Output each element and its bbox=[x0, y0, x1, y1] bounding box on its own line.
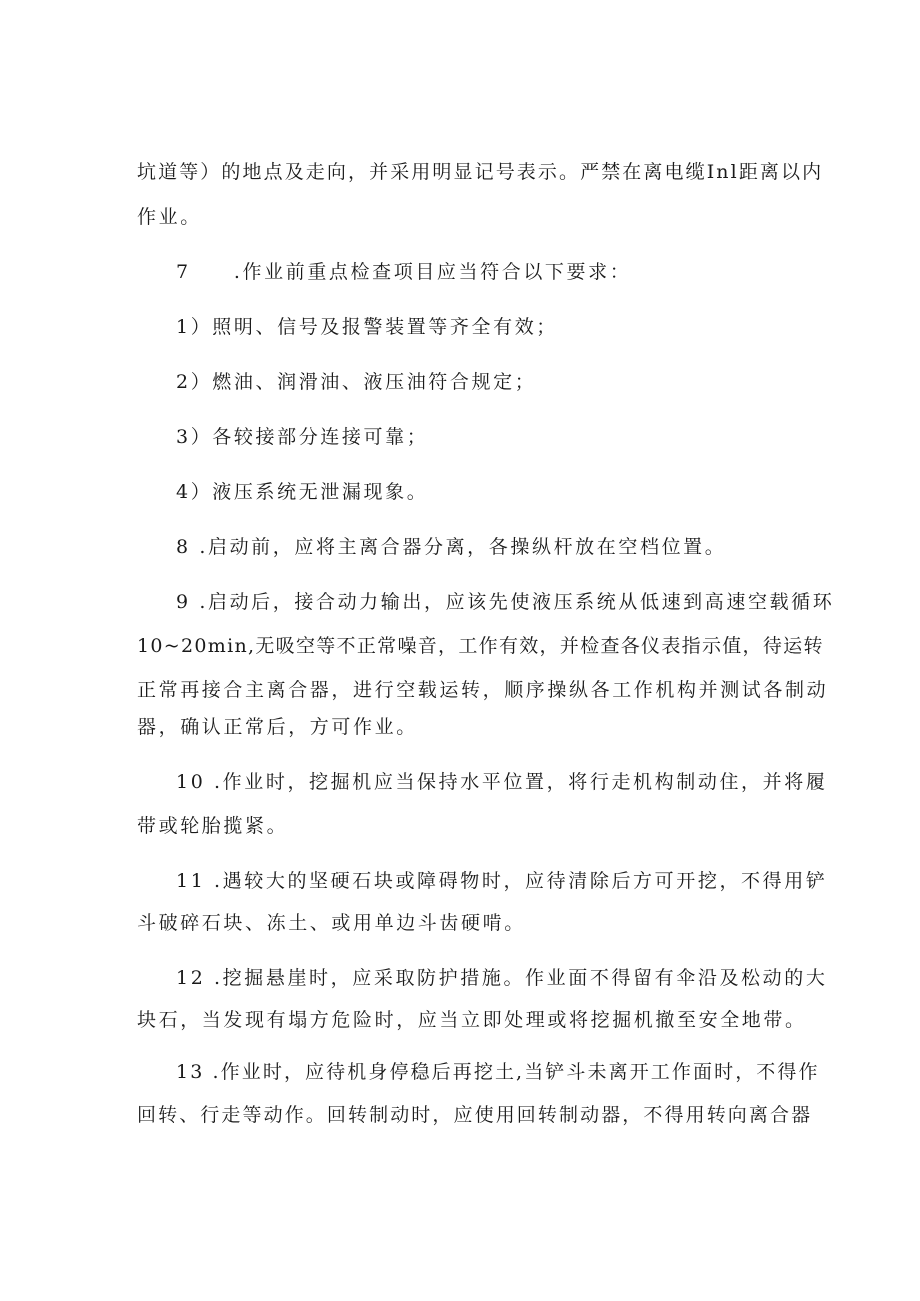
item-9-line-1: 9 .启动后，接合动力输出，应该先使液压系统从低速到高速空载循环 bbox=[176, 591, 835, 613]
item-8-line-1: 8 .启动前，应将主离合器分离，各操纵杆放在空档位置。 bbox=[176, 536, 727, 558]
item-7-sub-4: 4）液压系统无泄漏现象。 bbox=[176, 481, 429, 503]
item-10-line-2: 带或轮胎揽紧。 bbox=[137, 815, 289, 837]
item-9-line-2: 10~20min,无吸空等不正常噪音，工作有效，并检查各仪表指示值，待运转 bbox=[137, 635, 824, 657]
body-line-1: 坑道等）的地点及走向，并采用明显记号表示。严禁在离电缆Inl距离以内 bbox=[137, 161, 824, 183]
item-13-line-1: 13 .作业时，应待机身停稳后再挖土,当铲斗未离开工作面时，不得作 bbox=[176, 1061, 820, 1083]
item-9-line-3: 正常再接合主离合器，进行空载运转，顺序操纵各工作机构并测试各制动 bbox=[137, 679, 829, 701]
item-12-line-2: 块石，当发现有塌方危险时，应当立即处理或将挖掘机撤至安全地带。 bbox=[137, 1009, 807, 1031]
item-13-line-2: 回转、行走等动作。回转制动时，应使用回转制动器，不得用转向离合器 bbox=[137, 1104, 813, 1126]
item-7-sub-3: 3）各较接部分连接可靠； bbox=[176, 426, 429, 448]
item-11-line-2: 斗破碎石块、冻土、或用单边斗齿硬啃。 bbox=[137, 912, 526, 934]
item-12-line-1: 12 .挖掘悬崖时，应采取防护措施。作业面不得留有伞沿及松动的大 bbox=[176, 967, 828, 989]
body-line-2: 作业。 bbox=[137, 206, 202, 228]
item-7-heading: 7 .作业前重点检查项目应当符合以下要求： bbox=[176, 261, 632, 283]
item-7-sub-2: 2）燃油、润滑油、液压油符合规定； bbox=[176, 371, 537, 393]
item-11-line-1: 11 .遇较大的坚硬石块或障碍物时，应待清除后方可开挖，不得用铲 bbox=[176, 870, 828, 892]
item-7-sub-1: 1）照明、信号及报警装置等齐全有效； bbox=[176, 316, 558, 338]
item-9-line-4: 器，确认正常后，方可作业。 bbox=[137, 716, 418, 738]
item-10-line-1: 10 .作业时，挖掘机应当保持水平位置，将行走机构制动住，并将履 bbox=[176, 771, 828, 793]
